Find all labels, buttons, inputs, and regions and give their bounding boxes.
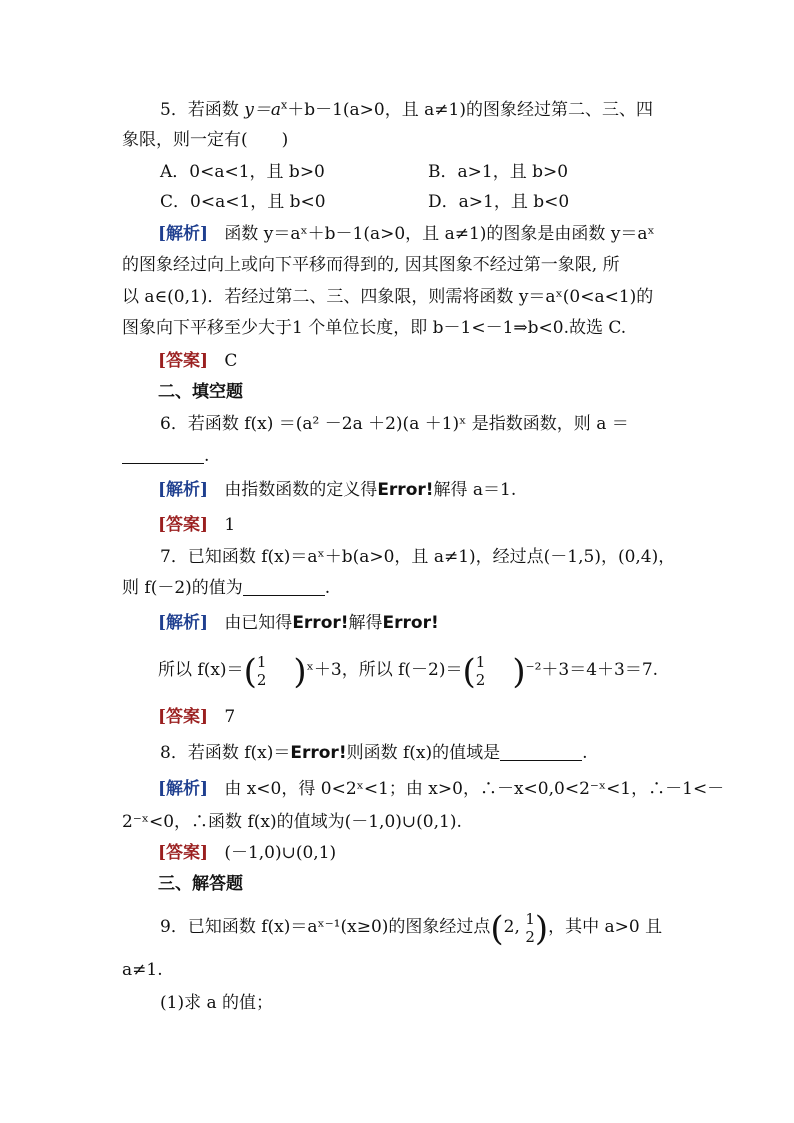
q5-option-d: D．a>1，且 b<0 (428, 192, 570, 212)
left-paren: ( (462, 652, 476, 692)
left-paren: ( (490, 909, 504, 949)
fraction: 1 2 (525, 909, 535, 946)
answer-tag: [答案] (158, 707, 209, 727)
answer-tag: [答案] (158, 351, 209, 371)
error-placeholder: Error! (292, 613, 349, 633)
explanation-tag: [解析] (158, 779, 209, 799)
q7-stem-line2: 则 f(－2)的值为 . (122, 578, 331, 598)
q7-stem-line1: 7．已知函数 f(x)＝aˣ＋b(a>0，且 a≠1)，经过点(－1,5)，(0,4)， (160, 547, 676, 567)
q5-explanation-line1: [解析] 函数 y＝aˣ＋b－1(a>0，且 a≠1)的图象是由函数 y＝aˣ (158, 224, 655, 244)
explanation-tag: [解析] (158, 613, 209, 633)
section-heading-solve: 三、解答题 (158, 874, 243, 894)
q6-explanation: [解析] 由指数函数的定义得Error!解得 a＝1. (158, 480, 517, 500)
error-placeholder: Error! (290, 743, 347, 763)
answer-blank (500, 744, 582, 761)
right-paren: ) (512, 652, 526, 692)
explanation-tag: [解析] (158, 224, 209, 244)
q6-stem-line2: . (122, 444, 209, 468)
q5-option-c: C．0<a<1，且 b<0 (160, 192, 326, 212)
q5-explanation-line2: 的图象经过向上或向下平移而得到的, 因其图象不经过第一象限, 所 (122, 255, 620, 275)
explanation-tag: [解析] (158, 480, 209, 500)
left-paren: ( (243, 652, 257, 692)
q5-explanation-line4: 图象向下平移至少大于1 个单位长度，即 b－1<－1⇒b<0.故选 C. (122, 318, 627, 338)
q6-stem-line1: 6．若函数 f(x) ＝(a² －2a ＋2)(a ＋1)ˣ 是指数函数，则 a ＝ (160, 414, 629, 434)
answer-tag: [答案] (158, 843, 209, 863)
q5-option-a: A．0<a<1，且 b>0 (160, 162, 325, 182)
q9-part1: (1)求 a 的值； (160, 993, 274, 1013)
q5-answer: [答案] C (158, 351, 238, 371)
section-heading-fill-blank: 二、填空题 (158, 382, 243, 402)
q7-explanation: [解析] 由已知得Error!解得Error! (158, 613, 439, 633)
fraction: 1 2 (475, 652, 486, 689)
q9-stem-line1: 9．已知函数 f(x)＝aˣ⁻¹(x≥0)的图象经过点(2, 1 2 )，其中 a>0 且 (160, 909, 663, 949)
right-paren: ) (534, 909, 549, 949)
q7-calculation: 所以 f(x)＝( 1 2 )ˣ＋3，所以 f(－2)＝( 1 2 )⁻²＋3＝4＋3＝7. (158, 652, 659, 692)
answer-blank (243, 579, 325, 596)
fraction: 1 2 (256, 652, 267, 689)
q8-stem: 8．若函数 f(x)＝Error!则函数 f(x)的值域是 . (160, 743, 588, 763)
right-paren: ) (293, 652, 307, 692)
error-placeholder: Error! (377, 480, 434, 500)
q8-explanation-line1: [解析] 由 x<0，得 0<2ˣ<1；由 x>0，∴－x<0,0<2⁻ˣ<1，∴－1<－ (158, 779, 725, 799)
q5-option-b: B．a>1，且 b>0 (428, 162, 569, 182)
error-placeholder: Error! (382, 613, 439, 633)
answer-blank (122, 447, 204, 464)
q5-stem-line1: 5．若函数 $y=a^x+b-1(a>0$，且 a≠1)的图象经过第二、三、四 (160, 98, 653, 120)
q8-answer: [答案] (－1,0)∪(0,1) (158, 843, 337, 863)
q5-explanation-line3: 以 a∈(0,1)．若经过第二、三、四象限，则需将函数 y＝aˣ(0<a<1)的 (122, 287, 654, 307)
q9-stem-line2: a≠1. (122, 960, 163, 980)
q7-answer: [答案] 7 (158, 707, 236, 727)
answer-tag: [答案] (158, 515, 209, 535)
q8-explanation-line2: 2⁻ˣ<0，∴函数 f(x)的值域为(－1,0)∪(0,1). (122, 812, 462, 832)
q6-answer: [答案] 1 (158, 515, 236, 535)
q5-stem-line2: 象限，则一定有( ) (122, 130, 289, 150)
